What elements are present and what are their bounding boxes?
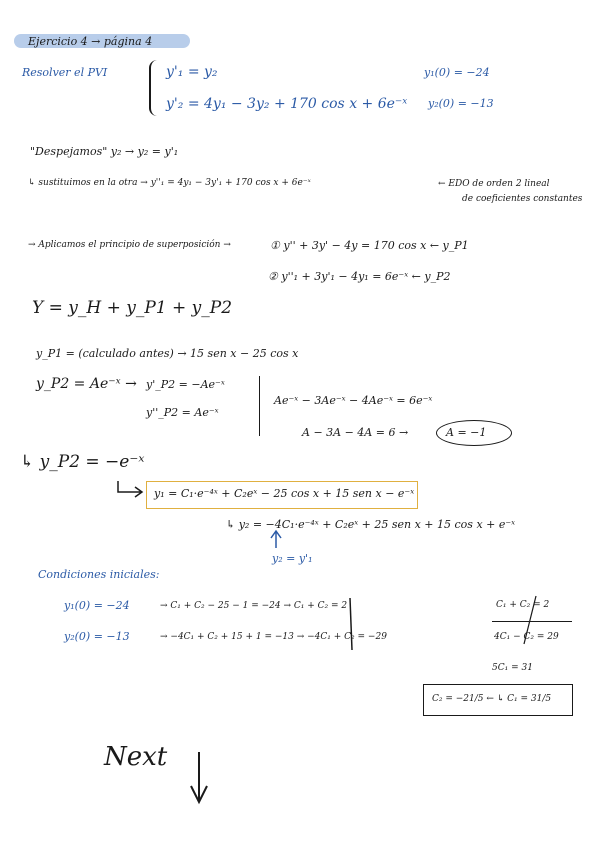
conditions-title: Condiciones iniciales: bbox=[38, 568, 160, 581]
solve-a-line: A − 3A − 4A = 6 → bbox=[302, 426, 409, 439]
despejar-line: "Despejamos" y₂ → y₂ = y'₁ bbox=[30, 145, 179, 158]
yp1-line: y_P1 = (calculado antes) → 15 sen x − 25 cos x bbox=[36, 347, 299, 360]
equation-1: y'₁ = y₂ bbox=[166, 64, 218, 80]
substitute-line: ↳ sustituimos en la otra → y''₁ = 4y₁ − 3y'₁ + 170 cos x + 6e⁻ˣ bbox=[28, 178, 311, 188]
next-down-arrow bbox=[191, 752, 207, 802]
solution-y2: ↳ y₂ = −4C₁·e⁻⁴ˣ + C₂eˣ + 25 sen x + 15 cos x + e⁻ˣ bbox=[226, 518, 516, 531]
initial-condition-1: y₁(0) = −24 bbox=[424, 66, 490, 79]
yp2-first-derivative: y'_P2 = −Ae⁻ˣ bbox=[146, 378, 225, 391]
yp2-guess: y_P2 = Ae⁻ˣ → bbox=[36, 376, 137, 392]
problem-intro: Resolver el PVI bbox=[22, 66, 108, 79]
initial-condition-2: y₂(0) = −13 bbox=[428, 97, 494, 110]
cancel-slash bbox=[524, 596, 536, 644]
equation-a: ① y'' + 3y' − 4y = 170 cos x ← y_P1 bbox=[270, 239, 469, 252]
a-result: A = −1 bbox=[446, 426, 487, 439]
solution-y1: y₁ = C₁·e⁻⁴ˣ + C₂eˣ − 25 cos x + 15 sen x − e⁻ˣ bbox=[154, 487, 415, 500]
yp2-second-derivative: y''_P2 = Ae⁻ˣ bbox=[146, 406, 219, 419]
reduction-1: C₁ + C₂ = 2 bbox=[496, 600, 550, 610]
equation-2: y'₂ = 4y₁ − 3y₂ + 170 cos x + 6e⁻ˣ bbox=[166, 96, 408, 112]
condition-1-label: y₁(0) = −24 bbox=[64, 599, 130, 612]
y2-equals-y1-prime: y₂ = y'₁ bbox=[272, 552, 313, 565]
exercise-header: Ejercicio 4 → página 4 bbox=[28, 35, 153, 48]
yp2-final: ↳ y_P2 = −e⁻ˣ bbox=[20, 452, 145, 472]
condition-2-label: y₂(0) = −13 bbox=[64, 630, 130, 643]
condition-1-equation: → C₁ + C₂ − 25 − 1 = −24 → C₁ + C₂ = 2 bbox=[160, 601, 348, 611]
equation-b: ② y''₁ + 3y'₁ − 4y₁ = 6e⁻ˣ ← y_P2 bbox=[268, 270, 451, 283]
final-constants: C₂ = −21/5 ← ↳ C₁ = 31/5 bbox=[432, 694, 552, 704]
system-divider bbox=[350, 598, 352, 650]
edo-note-2: de coeficientes constantes bbox=[462, 194, 583, 204]
edo-note-1: ← EDO de orden 2 lineal bbox=[438, 179, 550, 189]
general-solution: Y = y_H + y_P1 + y_P2 bbox=[32, 298, 233, 318]
reduction-3: 5C₁ = 31 bbox=[492, 663, 533, 673]
solution-arrow bbox=[118, 481, 142, 497]
next-label: Next bbox=[104, 742, 168, 772]
substitution-line: Ae⁻ˣ − 3Ae⁻ˣ − 4Ae⁻ˣ = 6e⁻ˣ bbox=[274, 394, 433, 407]
condition-2-equation: → −4C₁ + C₂ + 15 + 1 = −13 → −4C₁ + C₂ = −29 bbox=[160, 632, 387, 642]
y2-up-arrow bbox=[271, 531, 281, 548]
reduction-2: 4C₁ − C₂ = 29 bbox=[494, 632, 559, 642]
superposition-line: → Aplicamos el principio de superposición → bbox=[28, 240, 231, 250]
